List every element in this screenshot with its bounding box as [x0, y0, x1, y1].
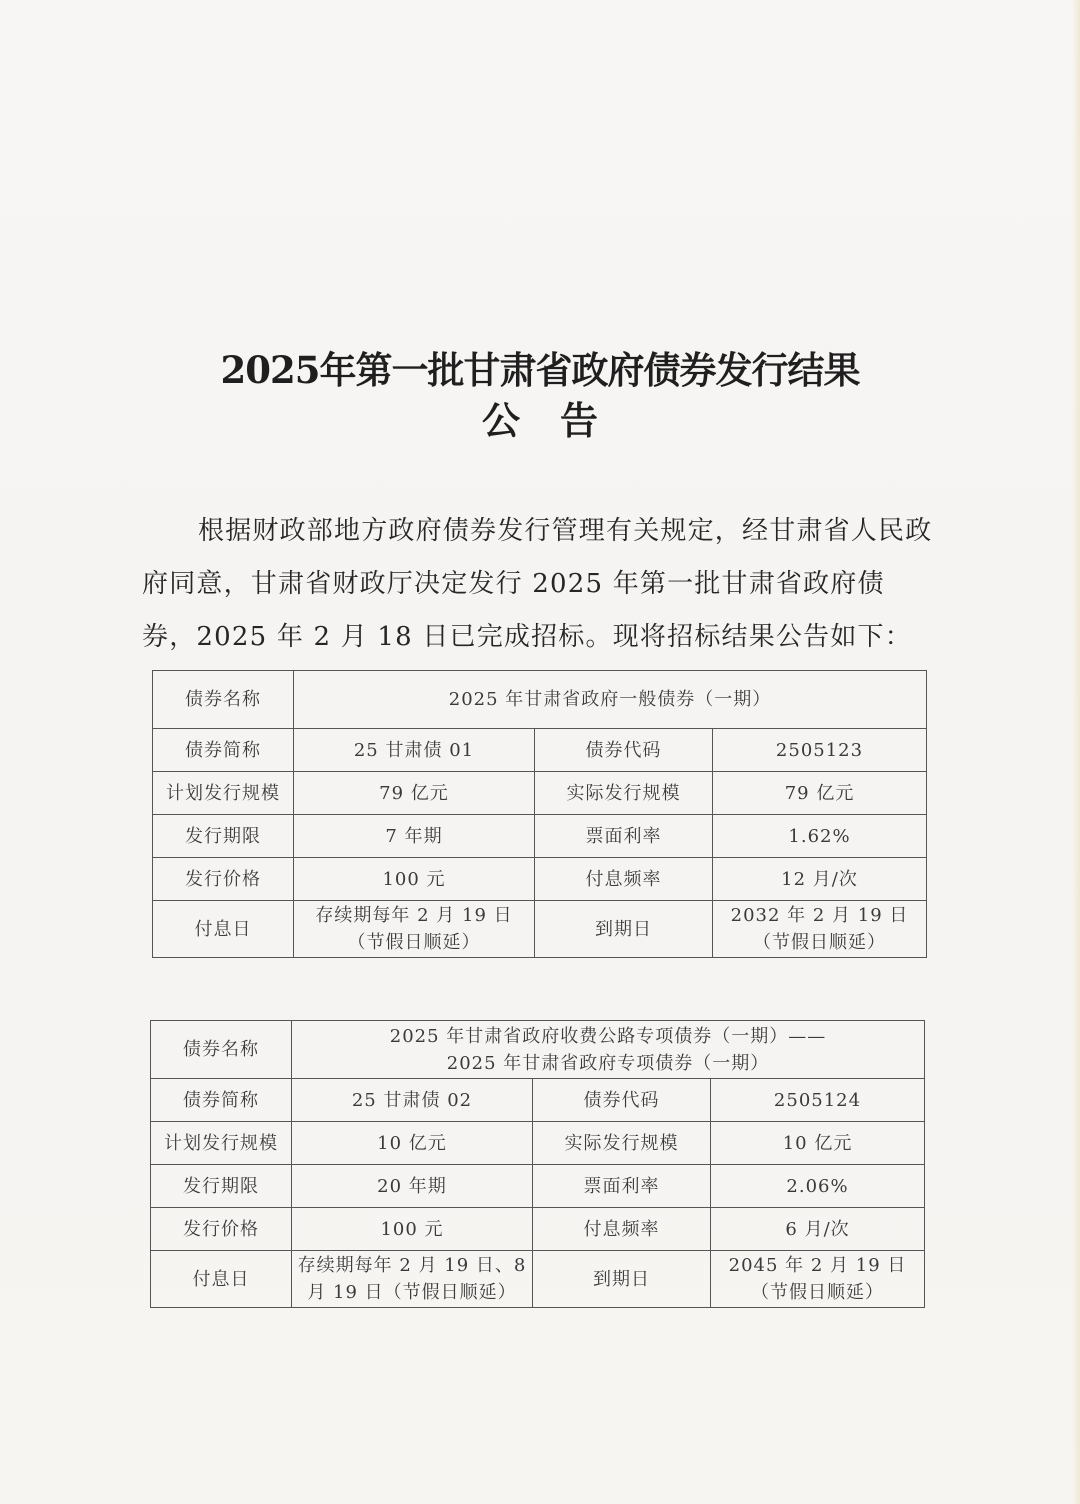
table-row — [153, 901, 927, 958]
table-row — [153, 671, 927, 729]
bond-name-value — [292, 1021, 925, 1079]
table-row — [153, 815, 927, 858]
issue-price-label: 发行价格 — [151, 1208, 292, 1251]
bond-name-line1: 2025 年甘肃省政府收费公路专项债券（一期）—— — [389, 1025, 827, 1047]
interest-payment-date-label: 付息日 — [153, 901, 294, 958]
planned-size-value: 10 亿元 — [292, 1122, 533, 1165]
bond-name-line2: 2025 年甘肃省政府专项债券（一期） — [446, 1052, 770, 1074]
maturity-date-line1: 2032 年 2 月 19 日 — [730, 905, 909, 926]
issue-price-label: 发行价格 — [153, 858, 294, 901]
coupon-rate-value: 1.62% — [713, 815, 927, 858]
actual-size-value: 79 亿元 — [713, 772, 927, 815]
coupon-rate-label: 票面利率 — [535, 815, 713, 858]
table-row — [151, 1165, 925, 1208]
bond-short-name-label: 债券简称 — [151, 1079, 292, 1122]
bond-name-label: 债券名称 — [153, 671, 294, 729]
bond-code-label: 债券代码 — [533, 1079, 711, 1122]
maturity-date-line2: （节假日顺延） — [753, 932, 887, 953]
intro-paragraph: 根据财政部地方政府债券发行管理有关规定，经甘肃省人民政府同意，甘肃省财政厅决定发行 2025 年第一批甘肃省政府债券，2025 年 2 月 18 日已完成招标。现将招标结果公告如下： — [142, 516, 933, 652]
payment-frequency-label: 付息频率 — [533, 1208, 711, 1251]
payment-frequency-value: 6 月/次 — [711, 1208, 925, 1251]
interest-payment-date-value: 存续期每年 2 月 19 日、8 月 19 日（节假日顺延） — [292, 1251, 533, 1308]
bond-code-value: 2505123 — [713, 729, 927, 772]
actual-size-label: 实际发行规模 — [535, 772, 713, 815]
table-row — [153, 729, 927, 772]
table-row — [151, 1122, 925, 1165]
actual-size-value: 10 亿元 — [711, 1122, 925, 1165]
term-value: 7 年期 — [294, 815, 535, 858]
bond-code-label: 债券代码 — [535, 729, 713, 772]
planned-size-label: 计划发行规模 — [151, 1122, 292, 1165]
payment-frequency-label: 付息频率 — [535, 858, 713, 901]
table-row — [151, 1021, 925, 1079]
actual-size-label: 实际发行规模 — [533, 1122, 711, 1165]
document-title: 2025年第一批甘肃省政府债券发行结果 — [220, 348, 860, 392]
coupon-rate-label: 票面利率 — [533, 1165, 711, 1208]
planned-size-label: 计划发行规模 — [153, 772, 294, 815]
page-edge — [1072, 0, 1080, 1504]
table-row — [151, 1079, 925, 1122]
table-row — [153, 858, 927, 901]
maturity-date-label: 到期日 — [533, 1251, 711, 1308]
issue-price-value: 100 元 — [292, 1208, 533, 1251]
planned-size-value: 79 亿元 — [294, 772, 535, 815]
interest-payment-date-label: 付息日 — [151, 1251, 292, 1308]
payment-frequency-value: 12 月/次 — [713, 858, 927, 901]
bond-short-name-value: 25 甘肃债 02 — [292, 1079, 533, 1122]
maturity-date-line1: 2045 年 2 月 19 日 — [728, 1255, 907, 1276]
bond-short-name-label: 债券简称 — [153, 729, 294, 772]
term-label: 发行期限 — [151, 1165, 292, 1208]
term-label: 发行期限 — [153, 815, 294, 858]
bond-name-value: 2025 年甘肃省政府一般债券（一期） — [294, 671, 927, 729]
bond-name-label: 债券名称 — [151, 1021, 292, 1079]
bond-table-1 — [152, 670, 927, 958]
issue-price-value: 100 元 — [294, 858, 535, 901]
table-row — [153, 772, 927, 815]
interest-payment-date-value: 存续期每年 2 月 19 日（节假日顺延） — [294, 901, 535, 958]
term-value: 20 年期 — [292, 1165, 533, 1208]
coupon-rate-value: 2.06% — [711, 1165, 925, 1208]
document-subtitle: 公告 — [481, 398, 638, 443]
bond-code-value: 2505124 — [711, 1079, 925, 1122]
bond-short-name-value: 25 甘肃债 01 — [294, 729, 535, 772]
maturity-date-label: 到期日 — [535, 901, 713, 958]
table-row — [151, 1251, 925, 1308]
table-row — [151, 1208, 925, 1251]
maturity-date-value — [713, 901, 927, 958]
bond-table-2 — [150, 1020, 925, 1308]
maturity-date-value — [711, 1251, 925, 1308]
maturity-date-line2: （节假日顺延） — [751, 1282, 885, 1303]
